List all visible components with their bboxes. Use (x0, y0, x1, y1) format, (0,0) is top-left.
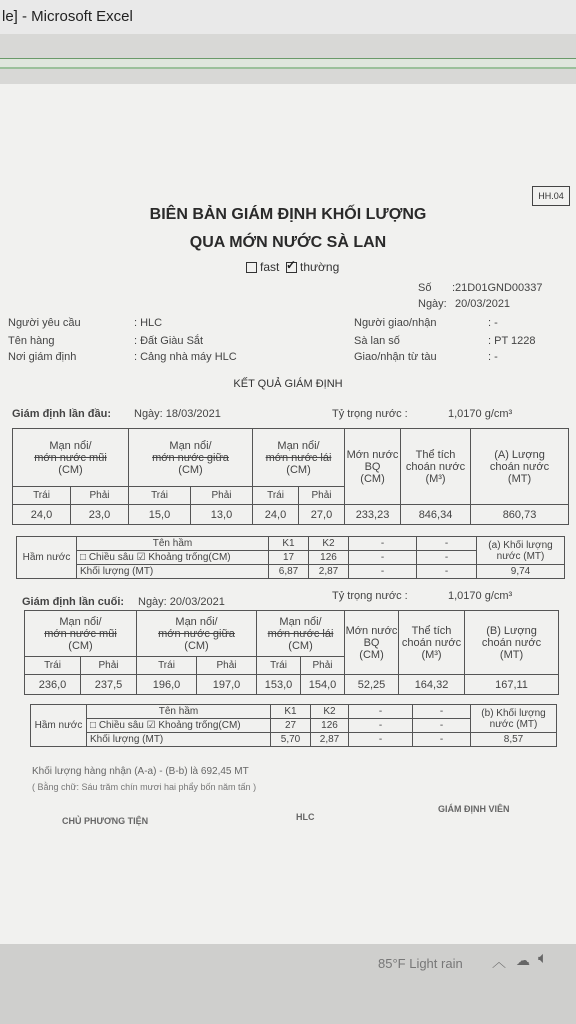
chevron-up-icon[interactable]: ︿ (492, 954, 506, 970)
last-aft-right-header: Phải (301, 657, 345, 675)
urgency-checks (246, 260, 339, 274)
surveyor-signature: GIÁM ĐỊNH VIÊN (438, 804, 510, 814)
last-front-draft-header: Mạn nổi/ mớn nước mũi (CM) (25, 611, 137, 657)
last-depth-label: □ Chiều sâu ☑ Khoảng trống(CM) (87, 719, 271, 733)
first-aft-left[interactable]: 24,0 (253, 505, 299, 525)
aft-right-header: Phải (299, 487, 345, 505)
last-mid-left-header: Trái (137, 657, 197, 675)
last-density-value: 1,0170 g/cm³ (448, 590, 513, 602)
mid-draft-header: Mạn nổi/ mớn nước giữa (CM) (129, 429, 253, 487)
first-aft-right[interactable]: 27,0 (299, 505, 345, 525)
last-weight-label: Khối lượng (MT) (87, 733, 271, 747)
last-dash-3: - (349, 719, 413, 733)
first-tank-table (16, 536, 565, 579)
goods-value: : Đất Giàu Sắt (134, 335, 204, 347)
fast-label: fast (260, 260, 280, 274)
last-weight-k2[interactable]: 2,87 (311, 733, 349, 747)
fast-checkbox[interactable] (246, 262, 257, 273)
first-water-weight[interactable]: 9,74 (477, 565, 565, 579)
result-title: KẾT QUẢ GIÁM ĐỊNH (233, 378, 343, 390)
report-title: BIÊN BẢN GIÁM ĐỊNH KHỐI LƯỢNG (149, 206, 427, 223)
last-front-left-header: Trái (25, 657, 81, 675)
last-mid-right[interactable]: 197,0 (197, 675, 257, 695)
net-weight-line: Khối lượng hàng nhận (A-a) - (B-b) là 692,45 MT (32, 766, 249, 777)
doc-date: 20/03/2021 (455, 298, 511, 310)
first-front-left[interactable]: 24,0 (13, 505, 71, 525)
volume-header: Thể tích choán nước (M³) (401, 429, 471, 505)
first-survey-date: Ngày: 18/03/2021 (134, 408, 221, 420)
doc-date-label: Ngày: (418, 298, 447, 310)
first-weight-k2[interactable]: 2,87 (309, 565, 349, 579)
last-front-right[interactable]: 237,5 (81, 675, 137, 695)
last-mid-draft-header: Mạn nổi/ mớn nước giữa (CM) (137, 611, 257, 657)
last-tank-table (30, 704, 557, 747)
deliver-label: Người giao/nhận (354, 317, 437, 329)
first-draft-table (12, 428, 569, 525)
last-aft-left-header: Trái (257, 657, 301, 675)
doc-number-label: Số (418, 282, 432, 294)
first-density-label: Tỷ trọng nước : (332, 408, 408, 420)
last-k2-header: K2 (311, 705, 349, 719)
barge-label: Sà lan số (354, 335, 400, 347)
first-k2-header: K2 (309, 537, 349, 551)
last-water-weight-label: (b) Khối lượng nước (MT) (471, 705, 557, 733)
barge-value: : PT 1228 (488, 335, 536, 347)
last-survey-label: Giám định lần cuối: (22, 596, 125, 608)
first-dash-5: - (349, 565, 417, 579)
first-front-right[interactable]: 23,0 (71, 505, 129, 525)
first-mid-right[interactable]: 13,0 (191, 505, 253, 525)
last-displacement-header: (B) Lượng choán nước (MT) (465, 611, 559, 675)
first-dash-3: - (349, 551, 417, 565)
net-weight-words: ( Bằng chữ: Sáu trăm chín mươi hai phẩy bốn năm tấn ) (32, 782, 257, 792)
ribbon-edge (0, 58, 576, 69)
last-mean-draft-header: Mớn nước BQ (CM) (345, 611, 399, 675)
window-title: le] - Microsoft Excel (2, 8, 133, 25)
form-code: HH.04 (532, 186, 570, 206)
first-tank-side-label: Hầm nước (17, 537, 77, 579)
last-density-label: Tỷ trọng nước : (332, 590, 408, 602)
first-tank-title: Tên hầm (77, 537, 269, 551)
goods-label: Tên hàng (8, 335, 55, 347)
front-draft-header: Mạn nổi/ mớn nước mũi (CM) (13, 429, 129, 487)
mid-left-header: Trái (129, 487, 191, 505)
first-displacement[interactable]: 860,73 (471, 505, 569, 525)
last-dash-6: - (413, 733, 471, 747)
last-volume-header: Thể tích choán nước (M³) (399, 611, 465, 675)
mean-draft-header: Mớn nước BQ (CM) (345, 429, 401, 505)
last-front-left[interactable]: 236,0 (25, 675, 81, 695)
displacement-header: (A) Lượng choán nước (MT) (471, 429, 569, 505)
front-left-header: Trái (13, 487, 71, 505)
last-dash-1: - (349, 705, 413, 719)
place-value: : Cảng nhà máy HLC (134, 351, 237, 363)
last-aft-left[interactable]: 153,0 (257, 675, 301, 695)
mid-right-header: Phải (191, 487, 253, 505)
last-dash-4: - (413, 719, 471, 733)
first-dash-1: - (349, 537, 417, 551)
weather-widget[interactable]: 85°F Light rain (378, 956, 463, 971)
last-draft-table (24, 610, 559, 695)
front-right-header: Phải (71, 487, 129, 505)
speaker-icon[interactable]: 🔈︎ (538, 950, 548, 967)
aft-draft-header: Mạn nổi/ mớn nước lái (CM) (253, 429, 345, 487)
normal-label: thường (300, 260, 340, 274)
first-dash-6: - (417, 565, 477, 579)
from-ship-value: : - (488, 351, 498, 363)
first-k1-header: K1 (269, 537, 309, 551)
normal-checkbox[interactable] (286, 262, 297, 273)
first-water-weight-label: (a) Khối lượng nước (MT) (477, 537, 565, 565)
client-signature: HLC (296, 812, 315, 822)
last-dash-2: - (413, 705, 471, 719)
last-aft-draft-header: Mạn nổi/ mớn nước lái (CM) (257, 611, 345, 657)
taskbar (0, 944, 576, 1024)
last-tank-side-label: Hầm nước (31, 705, 87, 747)
last-front-right-header: Phải (81, 657, 137, 675)
carrier-signature: CHỦ PHƯƠNG TIỆN (62, 816, 149, 826)
deliver-value: : - (488, 317, 498, 329)
requester-value: : HLC (134, 317, 163, 329)
place-label: Nơi giám định (8, 351, 77, 363)
last-displacement[interactable]: 167,11 (465, 675, 559, 695)
last-k1-header: K1 (271, 705, 311, 719)
first-volume[interactable]: 846,34 (401, 505, 471, 525)
first-depth-k2[interactable]: 126 (309, 551, 349, 565)
last-weight-k1[interactable]: 5,70 (271, 733, 311, 747)
last-mid-left[interactable]: 196,0 (137, 675, 197, 695)
first-weight-k1[interactable]: 6,87 (269, 565, 309, 579)
first-weight-label: Khối lượng (MT) (77, 565, 269, 579)
doc-number: :21D01GND00337 (452, 282, 543, 294)
requester-label: Người yêu cầu (8, 317, 81, 329)
last-depth-k1[interactable]: 27 (271, 719, 311, 733)
last-water-weight[interactable]: 8,57 (471, 733, 557, 747)
last-depth-k2[interactable]: 126 (311, 719, 349, 733)
last-mid-right-header: Phải (197, 657, 257, 675)
last-tank-title: Tên hầm (87, 705, 271, 719)
last-aft-right[interactable]: 154,0 (301, 675, 345, 695)
first-depth-k1[interactable]: 17 (269, 551, 309, 565)
first-dash-4: - (417, 551, 477, 565)
last-dash-5: - (349, 733, 413, 747)
last-survey-date: Ngày: 20/03/2021 (138, 596, 225, 608)
last-mean-draft[interactable]: 52,25 (345, 675, 399, 695)
first-dash-2: - (417, 537, 477, 551)
first-mid-left[interactable]: 15,0 (129, 505, 191, 525)
aft-left-header: Trái (253, 487, 299, 505)
last-volume[interactable]: 164,32 (399, 675, 465, 695)
first-mean-draft[interactable]: 233,23 (345, 505, 401, 525)
from-ship-label: Giao/nhận từ tàu (354, 351, 437, 363)
report-subtitle: QUA MỚN NƯỚC SÀ LAN (189, 234, 387, 251)
window-title-bar (0, 0, 576, 34)
first-density-value: 1,0170 g/cm³ (448, 408, 513, 420)
first-survey-label: Giám định lần đầu: (12, 408, 112, 420)
first-depth-label: □ Chiều sâu ☑ Khoảng trống(CM) (77, 551, 269, 565)
cloud-icon[interactable]: ☁ (516, 952, 530, 968)
